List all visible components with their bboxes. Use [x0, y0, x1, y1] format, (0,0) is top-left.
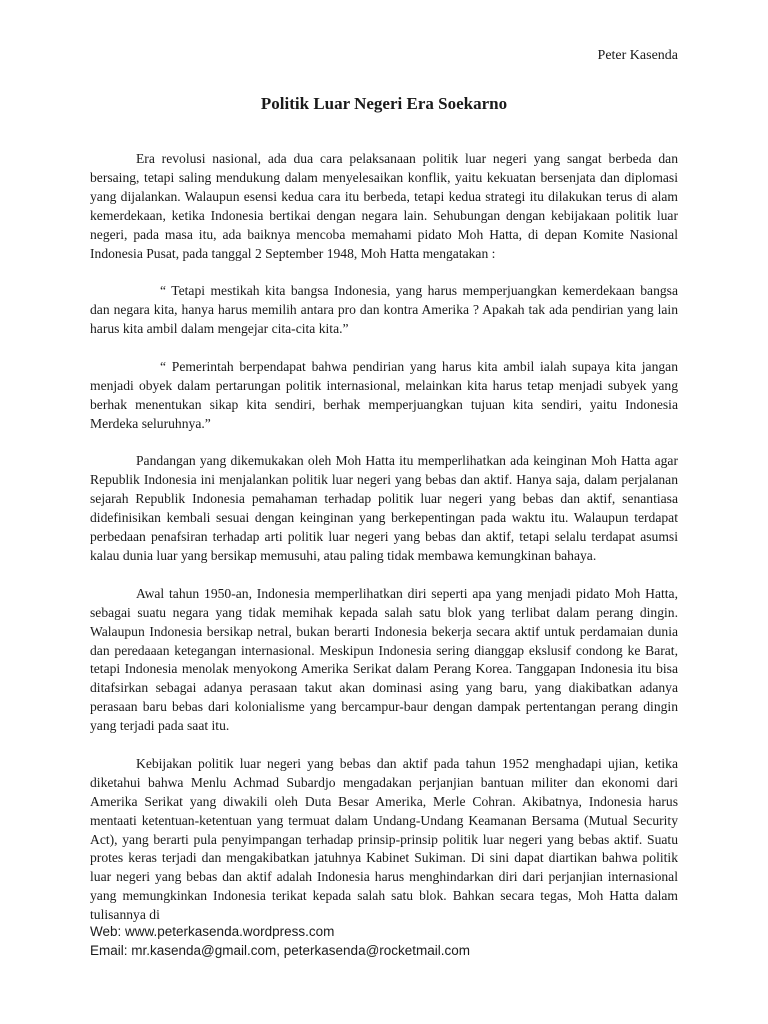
- document-page: [90, 0, 678, 1024]
- footer-web: Web: www.peterkasenda.wordpress.com: [90, 924, 335, 939]
- document-body: [90, 150, 678, 944]
- paragraph-1952: Kebijakan politik luar negeri yang bebas dan aktif pada tahun 1952 menghadapi ujian, ketika diketahui bahwa Menlu Achmad Subardjo mengadakan perjanjian bantuan militer dan ekonomi dari Amerika Serikat yang diwakili oleh Duta Besar Amerika, Merle Cohran. Akibatnya, Indonesia harus mentaati ketentuan-ketentuan yang termuat dalam Undang-Undang Keamanan Bersama (Mutual Security Act), yang berarti pula penyimpangan terhadap prinsip-prinsip politik luar negeri yang bebas aktif. Suatu protes keras terjadi dan mengakibatkan jatuhnya Kabinet Sukiman. Di sini dapat diartikan bahwa politik luar negeri yang bebas dan aktif adalah Indonesia harus menghindarkan diri dari perjanjian internasional yang memungkinkan Indonesia terikat kepada salah satu blok. Bahkan secara tegas, Moh Hatta dalam tulisannya di: [90, 755, 678, 923]
- page-footer: [90, 922, 470, 960]
- quote-1: “ Tetapi mestikah kita bangsa Indonesia, yang harus memperjuangkan kemerdekaan bangsa dan negara kita, hanya harus memilih antara pro dan kontra Amerika ? Apakah tak ada pendirian yang lain harus kita ambil dalam mengejar cita-cita kita.”: [90, 283, 678, 337]
- document-title: Politik Luar Negeri Era Soekarno: [260, 94, 508, 113]
- author-header: Peter Kasenda: [597, 48, 678, 63]
- paragraph-intro: Era revolusi nasional, ada dua cara pelaksanaan politik luar negeri yang sangat berbeda dan bersaing, tetapi saling mendukung dalam menyelesaikan konflik, yaitu kekuatan bersenjata dan diplomasi yang dijalankan. Walaupun esensi kedua cara itu berbeda, tetapi kedua strategi itu dilakukan terus di alam kemerdekaan, ketika Indonesia bertikai dengan negara lain. Sehubungan dengan kebijakaan politik luar negeri, pada masa itu, ada baiknya mencoba memahami pidato Moh Hatta, di depan Komite Nasional Indonesia Pusat, pada tanggal 2 September 1948, Moh Hatta mengatakan :: [90, 151, 678, 261]
- paragraph-hatta-view: Pandangan yang dikemukakan oleh Moh Hatta itu memperlihatkan ada keinginan Moh Hatta agar Republik Indonesia ini menjalankan politik luar negeri yang bebas dan aktif. Hanya saja, dalam perjalanan sejarah Republik Indonesia pemahaman terhadap politik luar negeri yang bebas dan aktif, senantiasa didefinisikan kembali sesuai dengan keinginan yang berkepentingan pada waktu itu. Walaupun terdapat perbedaan penafsiran terhadap arti politik luar negeri yang bebas dan aktif, tetapi selalu terdapat asumsi kalau dunia luar yang bersikap memusuhi, atau paling tidak membawa kemungkinan bahaya.: [90, 453, 678, 563]
- footer-email: Email: mr.kasenda@gmail.com, peterkasenda@rocketmail.com: [90, 943, 471, 958]
- quote-2: “ Pemerintah berpendapat bahwa pendirian yang harus kita ambil ialah supaya kita jangan menjadi obyek dalam pertarungan politik internasional, melainkan kita harus tetap menjadi subyek yang berhak menentukan sikap kita sendiri, berhak memperjuangkan tujuan kita sendiri, yaitu Indonesia Merdeka seluruhnya.”: [90, 358, 678, 431]
- paragraph-1950s: Awal tahun 1950-an, Indonesia memperlihatkan diri seperti apa yang menjadi pidato Moh Hatta, sebagai suatu negara yang tidak memihak kepada salah satu blok yang terlibat dalam perang dingin. Walaupun Indonesia bersikap netral, bukan berarti Indonesia bekerja secara aktif untuk perdamaian dunia dan peredaaan ketegangan internasional. Meskipun Indonesia sering dianggap ekslusif condong ke Barat, tetapi Indonesia menolak menyokong Amerika Serikat dalam Perang Korea. Tanggapan Indonesia itu bisa ditafsirkan sebagai adanya perasaan takut akan dominasi asing yang baru, yang diakibatkan adanya perasaan baru bebas dari kolonialisme yang bercampur-baur dengan dampak pertentangan perang dingin yang terjadi pada saat itu.: [90, 585, 678, 734]
